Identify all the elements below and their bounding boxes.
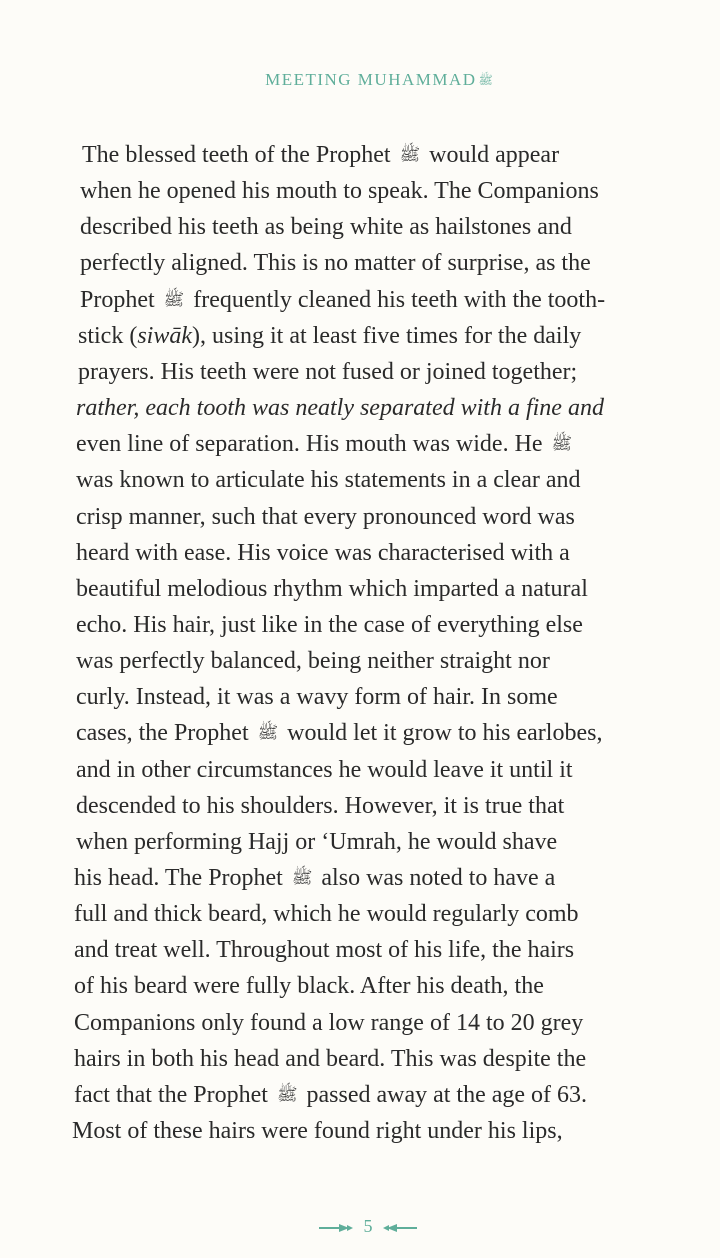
text-run: heard with ease. His voice was characterised with a xyxy=(76,539,570,566)
text-run: frequently cleaned his teeth with the tooth- xyxy=(187,286,606,313)
text-run: Most of these hairs were found right under his lips, xyxy=(72,1118,563,1145)
honorific-glyph: ﷺ xyxy=(163,289,185,309)
text-line xyxy=(76,535,570,571)
italic-text: siwāk xyxy=(137,322,192,349)
left-arrow-ornament-icon xyxy=(319,1223,353,1233)
text-line xyxy=(74,860,555,896)
honorific-glyph: ﷺ xyxy=(551,434,573,454)
text-run: echo. His hair, just like in the case of everything else xyxy=(76,611,583,638)
text-line xyxy=(76,824,557,860)
running-head xyxy=(0,70,720,90)
text-line xyxy=(74,968,544,1004)
text-line xyxy=(74,1005,583,1041)
text-run: hairs in both his head and beard. This was despite the xyxy=(74,1045,587,1072)
text-line xyxy=(76,715,602,751)
text-line xyxy=(78,354,577,390)
text-line xyxy=(74,1077,587,1113)
text-run: when performing Hajj or ‘Umrah, he would shave xyxy=(76,828,558,855)
text-run: Companions only found a low range of 14 to 20 grey xyxy=(74,1009,584,1036)
text-line xyxy=(76,426,575,462)
text-run: Prophet xyxy=(80,286,161,313)
text-line xyxy=(80,282,605,318)
text-run: stick ( xyxy=(78,322,138,349)
text-line xyxy=(74,1041,586,1077)
text-run: fact that the Prophet xyxy=(74,1081,274,1108)
right-arrow-ornament-icon xyxy=(383,1223,417,1233)
honorific-glyph: ﷺ xyxy=(399,145,421,164)
honorific-glyph: ﷺ xyxy=(291,868,313,887)
text-run: The blessed teeth of the Prophet xyxy=(82,142,397,168)
honorific-glyph: ﷺ xyxy=(257,723,279,743)
text-run: crisp manner, such that every pronounced word was xyxy=(76,503,575,530)
text-run: cases, the Prophet xyxy=(76,720,255,747)
text-run: of his beard were fully black. After his death, the xyxy=(74,973,544,1000)
text-line xyxy=(76,607,583,643)
text-run: passed away at the age of 63. xyxy=(300,1081,588,1108)
text-run: would appear xyxy=(423,142,560,168)
text-run: when he opened his mouth to speak. The Companions xyxy=(80,178,599,205)
running-head-title: MEETING MUHAMMAD xyxy=(265,70,477,89)
text-run: curly. Instead, it was a wavy form of hair. In some xyxy=(76,684,558,711)
page-folio xyxy=(0,1216,720,1237)
text-line xyxy=(80,209,572,245)
text-line xyxy=(74,932,574,968)
text-run: descended to his shoulders. However, it is true that xyxy=(76,792,565,819)
text-run: and in other circumstances he would leave it until it xyxy=(76,756,573,783)
honorific-glyph: ﷺ xyxy=(276,1084,298,1104)
text-run: perfectly aligned. This is no matter of surprise, as the xyxy=(80,250,591,277)
text-line xyxy=(80,245,591,281)
text-run: ), using it at least five times for the daily xyxy=(192,322,582,349)
text-run: full and thick beard, which he would regularly comb xyxy=(74,901,579,928)
text-line xyxy=(80,173,599,209)
text-line xyxy=(82,137,559,173)
text-line xyxy=(74,896,579,932)
text-line xyxy=(76,390,604,426)
text-line xyxy=(76,752,573,788)
text-run: was known to articulate his statements in a clear and xyxy=(76,467,581,494)
text-line xyxy=(76,571,588,607)
text-run: even line of separation. His mouth was wide. He xyxy=(76,431,549,458)
text-line xyxy=(76,643,550,679)
text-run: beautiful melodious rhythm which imparted a natural xyxy=(76,575,588,602)
text-line xyxy=(76,788,564,824)
text-run: also was noted to have a xyxy=(315,865,556,891)
text-run: prayers. His teeth were not fused or joined together; xyxy=(78,358,578,385)
honorific-glyph: ﷺ xyxy=(478,73,493,88)
text-run: was perfectly balanced, being neither straight nor xyxy=(76,648,550,675)
text-line xyxy=(78,318,581,354)
text-line xyxy=(76,679,558,715)
text-line xyxy=(72,1113,563,1149)
text-line xyxy=(76,499,575,535)
text-run: his head. The Prophet xyxy=(74,865,289,891)
text-run: and treat well. Throughout most of his life, the hairs xyxy=(74,937,575,964)
text-run: would let it grow to his earlobes, xyxy=(281,720,603,747)
text-line xyxy=(76,462,581,498)
text-run: described his teeth as being white as hailstones and xyxy=(80,214,572,241)
italic-text: rather, each tooth was neatly separated with a fine and xyxy=(76,395,604,422)
page-number: 5 xyxy=(363,1216,373,1236)
